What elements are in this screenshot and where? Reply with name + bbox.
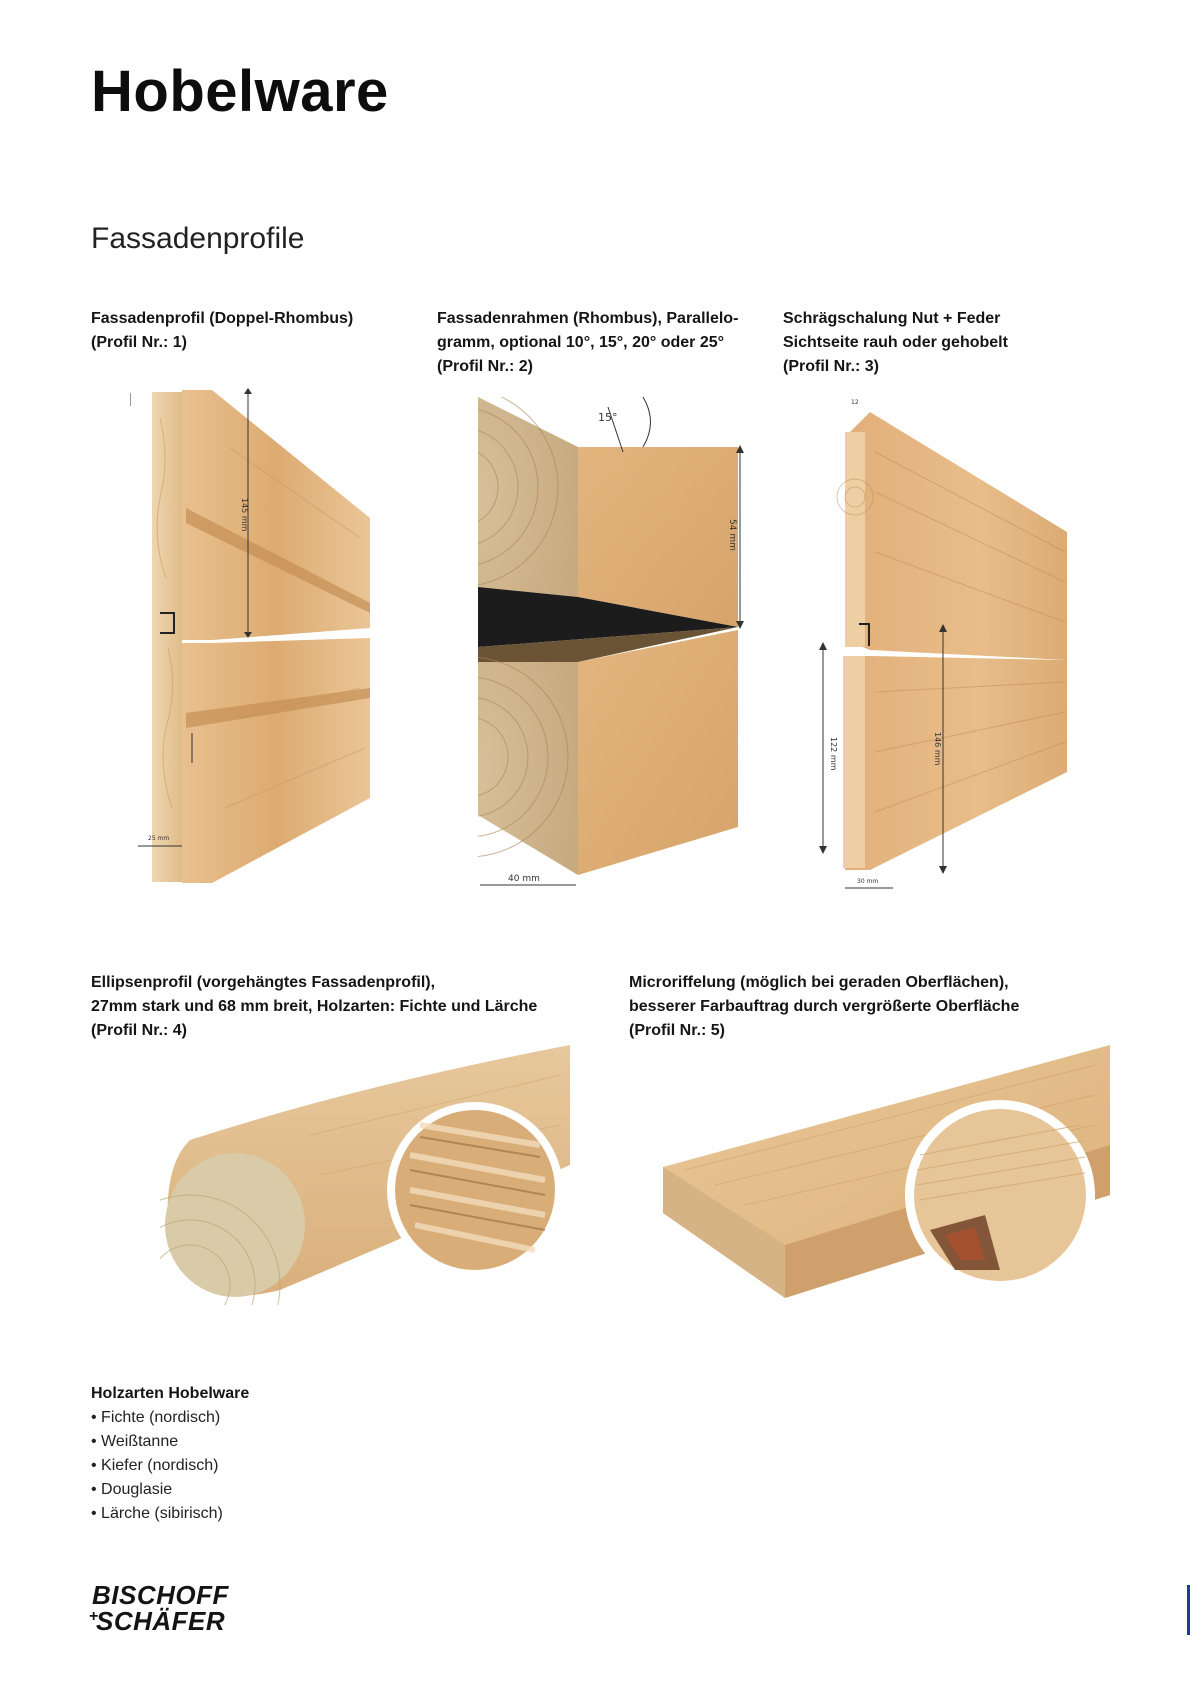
dim-label-30: 30 mm: [857, 878, 879, 885]
caption-line: Ellipsenprofil (vorgehängtes Fassadenprofil),: [91, 974, 436, 991]
dim-label-12: 12: [851, 399, 859, 406]
caption-line: Fassadenrahmen (Rhombus), Parallelo-: [437, 310, 739, 327]
caption-line: (Profil Nr.: 4): [91, 1022, 188, 1039]
logo-line-1: BISCHOFF: [92, 1580, 229, 1610]
caption-line: (Profil Nr.: 1): [91, 334, 188, 351]
list-item: • Fichte (nordisch): [91, 1406, 249, 1430]
profile-4-image: [160, 1045, 580, 1305]
caption-line: (Profil Nr.: 3): [783, 358, 880, 375]
list-item: • Kiefer (nordisch): [91, 1454, 249, 1478]
caption-profile-5: [629, 971, 1019, 1043]
dim-label-145: 145 mm: [240, 498, 249, 532]
caption-profile-1: [91, 307, 353, 355]
dim-label-40: 40 mm: [508, 874, 540, 884]
profile-5-image: [655, 1045, 1115, 1315]
caption-line: Fassadenprofil (Doppel-Rhombus): [91, 310, 354, 327]
dim-label-122: 122 mm: [829, 737, 838, 771]
profile-2-image: [478, 397, 748, 897]
caption-profile-4: [91, 971, 537, 1043]
caption-line: 27mm stark und 68 mm breit, Holzarten: Fichte und Lärche: [91, 998, 538, 1015]
caption-line: (Profil Nr.: 2): [437, 358, 534, 375]
wood-types-heading: Holzarten Hobelware: [91, 1385, 250, 1402]
dim-label-angle: 15°: [598, 411, 618, 424]
logo-plus: +: [89, 1608, 99, 1625]
caption-profile-3: [783, 307, 1008, 379]
caption-profile-2: [437, 307, 738, 379]
list-item: • Weißtanne: [91, 1430, 249, 1454]
dim-label-146: 146 mm: [933, 732, 942, 766]
caption-line: (Profil Nr.: 5): [629, 1022, 726, 1039]
profile-1-image: [130, 388, 390, 918]
dim-label-25: 25 mm: [148, 835, 170, 842]
wood-types: [91, 1382, 249, 1526]
list-item: • Lärche (sibirisch): [91, 1502, 249, 1526]
caption-line: Microriffelung (möglich bei geraden Oberflächen),: [629, 974, 1009, 991]
company-logo: [89, 1580, 229, 1636]
caption-line: gramm, optional 10°, 15°, 20° oder 25°: [437, 334, 725, 351]
profile-3-image: [815, 392, 1105, 912]
wood-types-list: [91, 1406, 249, 1526]
dim-label-54: 54 mm: [727, 519, 737, 551]
list-item: • Douglasie: [91, 1478, 249, 1502]
caption-line: besserer Farbauftrag durch vergrößerte Oberfläche: [629, 998, 1020, 1015]
section-subtitle: Fassadenprofile: [91, 222, 305, 255]
caption-line: Schrägschalung Nut + Feder: [783, 310, 1001, 327]
page-title: Hobelware: [91, 59, 389, 124]
logo-line-2: SCHÄFER: [96, 1606, 226, 1636]
caption-line: Sichtseite rauh oder gehobelt: [783, 334, 1008, 351]
